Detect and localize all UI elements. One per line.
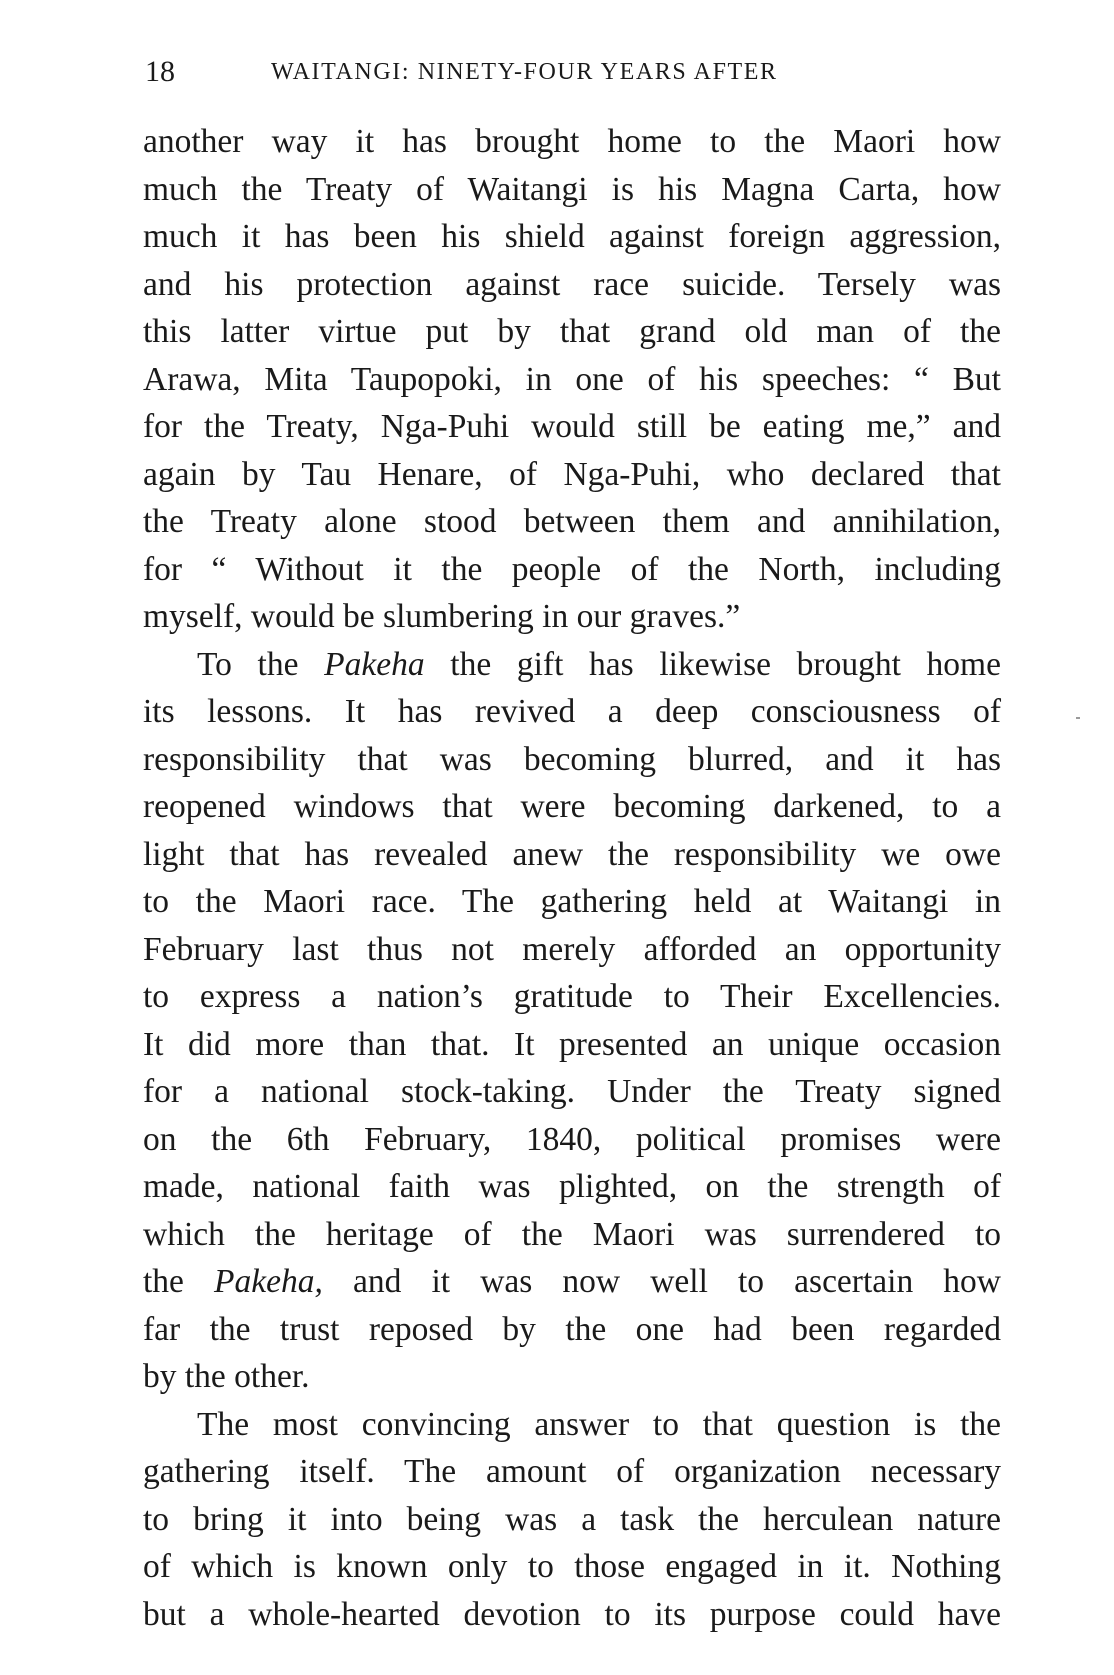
text-line: another way it has brought home to the Maori how [143, 123, 1001, 160]
page-number: 18 [145, 55, 175, 88]
text-line: reopened windows that were becoming darkened, to a [143, 788, 1001, 825]
running-title: WAITANGI: NINETY-FOUR YEARS AFTER [271, 59, 778, 85]
line-text: and it was now well to ascertain how [322, 1263, 1001, 1300]
text-line: Arawa, Mita Taupopoki, in one of his speeches: “ But [143, 360, 1001, 398]
text-line: on the 6th February, 1840, political promises were [143, 1120, 1001, 1158]
text-line: myself, would be slumbering in our graves.” [143, 598, 741, 635]
text-line: the Treaty alone stood between them and annihilation, [143, 503, 1001, 540]
text-line: gathering itself. The amount of organization necessary [143, 1453, 1001, 1490]
text-line: of which is known only to those engaged in it. Nothing [143, 1548, 1001, 1585]
line-text: the gift has likewise brought home [424, 645, 1001, 683]
text-line-with-italic [143, 1258, 1001, 1306]
text-line: for “ Without it the people of the North, including [143, 550, 1001, 588]
line-text: the [143, 1263, 215, 1300]
paragraph-first-line: The most convincing answer to that question is the [197, 1405, 1001, 1443]
paragraph-first-line [143, 641, 1001, 689]
text-line: for a national stock-taking. Under the Treaty signed [143, 1073, 1001, 1110]
text-line: light that has revealed anew the responsibility we owe [143, 835, 1001, 873]
text-line: made, national faith was plighted, on the strength of [143, 1168, 1001, 1205]
text-line: far the trust reposed by the one had been regarded [143, 1310, 1001, 1348]
text-line: its lessons. It has revived a deep consciousness of [143, 693, 1001, 730]
text-line: much it has been his shield against foreign aggression, [143, 218, 1001, 255]
italic-term: Pakeha, [214, 1263, 323, 1300]
text-line: for the Treaty, Nga-Puhi would still be eating me,” and [143, 408, 1001, 445]
text-line: much the Treaty of Waitangi is his Magna Carta, how [143, 170, 1001, 208]
text-line: It did more than that. It presented an unique occasion [143, 1025, 1001, 1063]
running-header [145, 52, 965, 92]
body-text [143, 118, 1001, 1638]
text-line: and his protection against race suicide. Tersely was [143, 265, 1001, 303]
text-line: to express a nation’s gratitude to Their Excellencies. [143, 978, 1001, 1015]
italic-term: Pakeha [324, 645, 425, 683]
text-line: which the heritage of the Maori was surrendered to [143, 1215, 1001, 1253]
line-text: To the [197, 645, 325, 683]
text-line: again by Tau Henare, of Nga-Puhi, who declared that [143, 455, 1001, 493]
text-line: this latter virtue put by that grand old man of the [143, 313, 1001, 350]
text-line: to bring it into being was a task the herculean nature [143, 1500, 1001, 1538]
text-line: but a whole-hearted devotion to its purpose could have [143, 1595, 1001, 1633]
scan-speck [1076, 717, 1080, 719]
text-line: responsibility that was becoming blurred, and it has [143, 740, 1001, 778]
text-line: February last thus not merely afforded an opportunity [143, 930, 1001, 968]
text-line: to the Maori race. The gathering held at Waitangi in [143, 883, 1001, 920]
text-line: by the other. [143, 1358, 310, 1395]
